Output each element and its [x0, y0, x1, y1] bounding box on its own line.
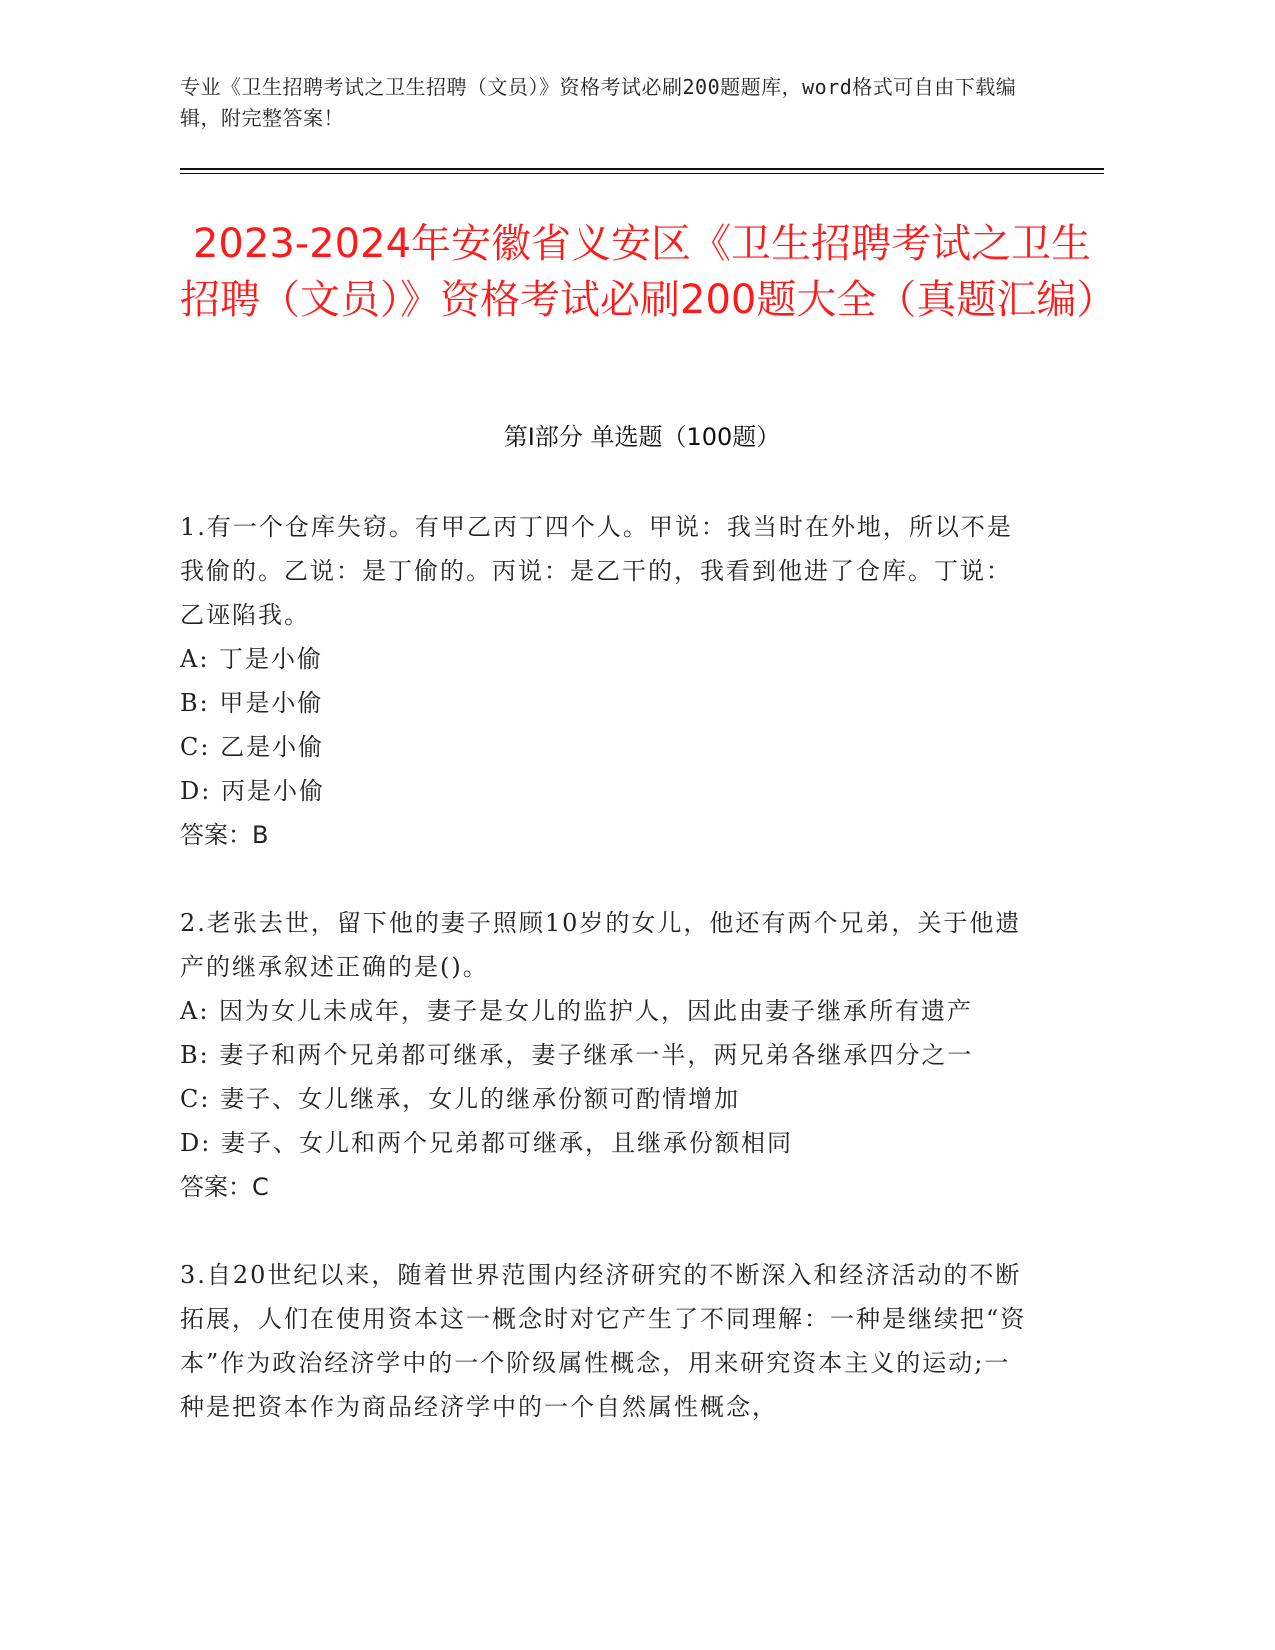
- question-list: [180, 505, 1030, 1473]
- option-a: A: 丁是小偷: [180, 645, 324, 673]
- option-b: B: 甲是小偷: [180, 689, 324, 717]
- option-c: C: 乙是小偷: [180, 733, 325, 761]
- option-b: B: 妻子和两个兄弟都可继承，妻子继承一半，两兄弟各继承四分之一: [180, 1041, 974, 1069]
- header-divider-thin: [180, 173, 1104, 174]
- question-1: [180, 505, 1030, 857]
- option-a: A: 因为女儿未成年，妻子是女儿的监护人，因此由妻子继承所有遗产: [180, 997, 974, 1025]
- question-stem: 2.老张去世，留下他的妻子照顾10岁的女儿，他还有两个兄弟，关于他遗产的继承叙述正确的是()。: [180, 909, 1022, 981]
- header-note: 专业《卫生招聘考试之卫生招聘（文员）》资格考试必刷200题题库，word格式可自由下载编辑，附完整答案！: [180, 75, 1017, 130]
- section-title: 第Ⅰ部分 单选题（100题）: [503, 423, 781, 451]
- option-d: D: 丙是小偷: [180, 777, 325, 805]
- question-stem: 3.自20世纪以来，随着世界范围内经济研究的不断深入和经济活动的不断拓展，人们在使用资本这一概念时对它产生了不同理解：一种是继续把“资本”作为政治经济学中的一个阶级属性概念，用来研究资本主义的运动;一种是把资本作为商品经济学中的一个自然属性概念，: [180, 1261, 1027, 1421]
- answer: 答案：C: [180, 1173, 269, 1201]
- header-divider-thick: [180, 168, 1104, 170]
- question-2: [180, 901, 1030, 1209]
- option-c: C: 妻子、女儿继承，女儿的继承份额可酌情增加: [180, 1085, 741, 1113]
- question-3: [180, 1253, 1030, 1429]
- option-d: D: 妻子、女儿和两个兄弟都可继承，且继承份额相同: [180, 1129, 793, 1157]
- question-stem: 1.有一个仓库失窃。有甲乙丙丁四个人。甲说：我当时在外地，所以不是我偷的。乙说：是丁偷的。丙说：是乙干的，我看到他进了仓库。丁说：乙诬陷我。: [180, 513, 1013, 629]
- document-title: 2023-2024年安徽省义安区《卫生招聘考试之卫生招聘（文员）》资格考试必刷200题大全（真题汇编）: [180, 221, 1117, 323]
- answer: 答案：B: [180, 821, 269, 849]
